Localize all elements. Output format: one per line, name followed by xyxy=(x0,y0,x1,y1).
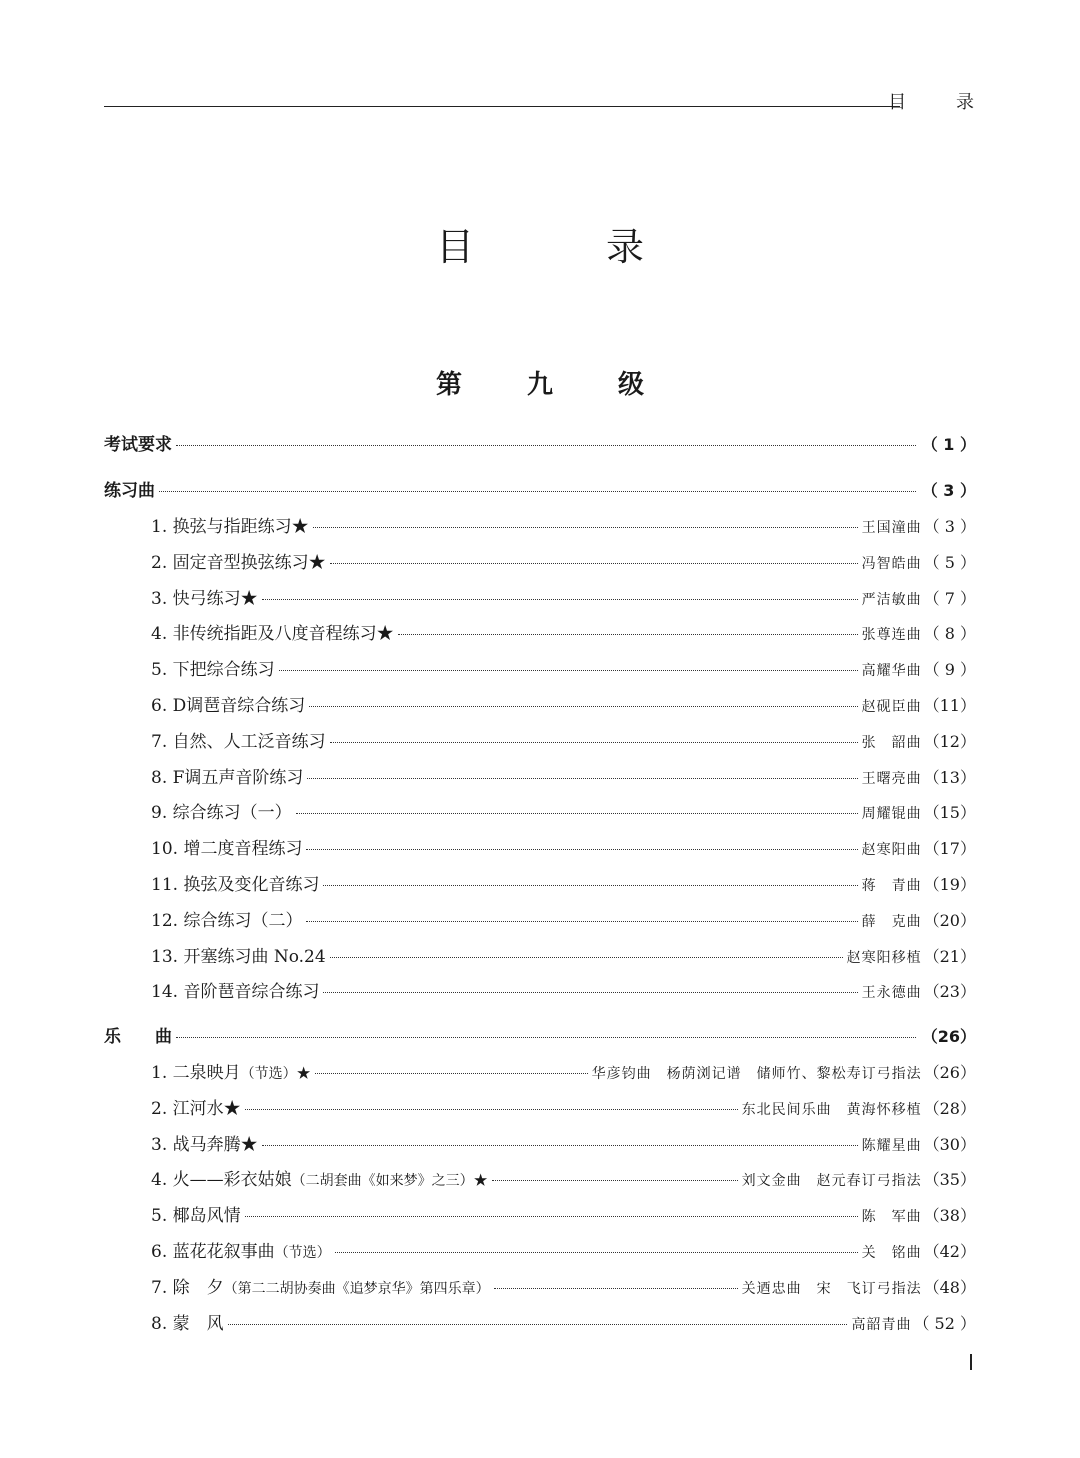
dot-leader xyxy=(176,444,916,446)
toc-item-credit: 王永德曲 xyxy=(861,985,922,1002)
toc-item-credit: 陈耀星曲 xyxy=(861,1137,922,1154)
toc-item-row xyxy=(104,548,976,578)
toc-item-subtitle: （节选）★ xyxy=(240,1066,311,1082)
toc-item-title-main: 14. 音阶琶音综合练习 xyxy=(151,982,320,1003)
toc-item-title-main: 11. 换弦及变化音练习 xyxy=(151,875,320,895)
toc-page-number: （23） xyxy=(923,982,976,1002)
dot-leader xyxy=(335,1251,858,1253)
toc-item-title-main: 5. 下把综合练习 xyxy=(151,660,275,681)
toc-item-title xyxy=(151,1130,258,1155)
toc-page-number: （21） xyxy=(923,946,976,966)
toc-item-title-main: 1. 换弦与指距练习★ xyxy=(151,517,309,537)
dot-leader xyxy=(296,812,858,814)
toc-item-credit: 陈 军曲 xyxy=(861,1209,922,1226)
toc-item-title-main: 2. 固定音型换弦练习★ xyxy=(151,552,326,573)
toc-item-row xyxy=(104,906,976,936)
toc-section-row xyxy=(104,1022,976,1052)
toc-item-title xyxy=(151,512,309,537)
toc-page-number: （ 3 ） xyxy=(923,517,976,536)
toc-item-credit: 周耀锟曲 xyxy=(861,806,922,823)
dot-leader xyxy=(228,1323,848,1325)
toc-item-title xyxy=(151,906,302,931)
dot-leader xyxy=(245,1108,738,1110)
toc-item-row xyxy=(104,655,976,685)
dot-leader xyxy=(309,705,857,707)
running-head xyxy=(104,86,996,113)
toc-page-number: （20） xyxy=(923,910,976,930)
dot-leader xyxy=(279,669,858,671)
toc-page-number: （ 52 ） xyxy=(913,1313,976,1333)
toc-item-title xyxy=(151,1058,311,1083)
toc-item-title xyxy=(151,1201,241,1226)
toc-item-title-main: 7. 除 夕 xyxy=(151,1277,224,1298)
toc-item-row xyxy=(104,584,976,614)
toc-page-number: （11） xyxy=(923,696,976,715)
toc-item-credit: 严洁敏曲 xyxy=(861,591,922,608)
toc-item-credit: 刘文金曲 赵元春订弓指法 xyxy=(741,1173,922,1190)
toc-item-title-main: 4. 非传统指距及八度音程练习★ xyxy=(151,624,394,645)
toc-item-title xyxy=(151,655,275,680)
toc-item-credit: 东北民间乐曲 黄海怀移植 xyxy=(741,1101,922,1118)
toc-page-number: （28） xyxy=(923,1098,976,1118)
dot-leader xyxy=(494,1287,738,1289)
dot-leader xyxy=(398,633,858,635)
toc-page-number: （38） xyxy=(923,1206,976,1226)
toc-item-credit: 关 铭曲 xyxy=(861,1245,922,1261)
toc-page-number: （ 9 ） xyxy=(923,660,976,680)
page-title: 目 录 xyxy=(435,225,705,269)
toc-item-title xyxy=(151,942,326,967)
toc-item-row xyxy=(104,798,976,828)
toc-item-title-main: 6. 蓝花花叙事曲 xyxy=(151,1242,275,1262)
toc-item-title-main: 8. 蒙 风 xyxy=(151,1313,224,1334)
dot-leader xyxy=(330,562,858,564)
toc-item-credit: 赵砚臣曲 xyxy=(861,699,922,715)
toc-item-title-main: 5. 椰岛风情 xyxy=(151,1206,241,1227)
toc-item-title-main: 8. F调五声音阶练习 xyxy=(151,767,304,788)
toc-item-title xyxy=(151,798,292,823)
toc-item-credit: 王曙亮曲 xyxy=(861,770,922,787)
toc-page-number: （30） xyxy=(923,1134,976,1154)
toc-item-title-main: 6. D调琶音综合练习 xyxy=(151,696,306,716)
dot-leader xyxy=(306,920,857,922)
toc-item-title xyxy=(151,1165,488,1190)
toc-item-row xyxy=(104,1094,976,1124)
toc-section-label: 乐 曲 xyxy=(104,1027,172,1047)
toc-item-row xyxy=(104,1201,976,1231)
dot-leader xyxy=(306,848,857,850)
dot-leader xyxy=(307,777,857,779)
toc-item-row xyxy=(104,1165,976,1195)
toc-page-number: （13） xyxy=(923,767,976,787)
toc-page-number: （17） xyxy=(923,839,976,859)
toc-item-title xyxy=(151,1094,241,1119)
toc-page-number: （ 5 ） xyxy=(923,552,976,572)
toc-item-credit: 赵寒阳移植 xyxy=(846,949,922,966)
toc-page-number: （42） xyxy=(923,1242,976,1261)
toc-item-row xyxy=(104,834,976,864)
toc-item-title xyxy=(151,870,319,895)
toc-item-title xyxy=(151,1237,331,1262)
dot-leader xyxy=(313,526,858,528)
toc-item-credit: 冯智皓曲 xyxy=(861,555,922,572)
toc-section-row xyxy=(104,476,976,506)
dot-leader xyxy=(330,741,858,743)
dot-leader xyxy=(323,991,857,993)
toc-item-credit: 赵寒阳曲 xyxy=(861,842,922,859)
toc-item-row xyxy=(104,1309,976,1339)
toc-page-number: （19） xyxy=(923,875,976,894)
toc-item-title-main: 12. 综合练习（二） xyxy=(151,910,303,931)
dot-leader xyxy=(159,490,916,492)
toc-item-row xyxy=(104,1058,976,1088)
toc-item-row xyxy=(104,1273,976,1303)
toc-item-title-main: 3. 快弓练习★ xyxy=(151,588,258,609)
toc-item-subtitle: （二胡套曲《如来梦》之三）★ xyxy=(291,1173,488,1190)
dot-leader xyxy=(262,598,858,600)
toc-page-number: （12） xyxy=(923,731,976,751)
toc-item-row xyxy=(104,619,976,649)
toc-page-number: （26） xyxy=(923,1063,976,1082)
toc-item-title xyxy=(151,548,326,573)
running-head-rule xyxy=(104,106,900,107)
toc-page-number: （ 7 ） xyxy=(923,588,976,608)
running-head-label: 目 录 xyxy=(888,92,996,113)
toc-item-row xyxy=(104,512,976,542)
toc-item-title-main: 10. 增二度音程练习 xyxy=(151,839,303,860)
dot-leader xyxy=(323,884,857,886)
toc-item-title-main: 3. 战马奔腾★ xyxy=(151,1134,258,1155)
toc-section-label: 练习曲 xyxy=(104,481,155,501)
toc-page-number: （ 3 ） xyxy=(921,481,976,500)
toc-item-title xyxy=(151,727,326,752)
toc-item-credit: 王国潼曲 xyxy=(861,520,922,536)
toc-item-row xyxy=(104,1237,976,1267)
toc-item-credit: 张尊连曲 xyxy=(861,627,922,644)
dot-leader xyxy=(262,1144,858,1146)
toc-section-row xyxy=(104,430,976,460)
toc-item-title xyxy=(151,763,303,788)
toc-item-subtitle: （节选） xyxy=(274,1245,331,1261)
toc-item-title xyxy=(151,619,394,644)
toc-item-title xyxy=(151,977,319,1002)
toc-page-number: （ 8 ） xyxy=(923,624,976,644)
toc-item-row xyxy=(104,1130,976,1160)
dot-leader xyxy=(176,1036,916,1038)
toc-item-title-main: 2. 江河水★ xyxy=(151,1098,241,1119)
toc-page-number: （15） xyxy=(923,803,976,823)
toc-page-number: （48） xyxy=(923,1277,976,1297)
toc-section-label: 考试要求 xyxy=(104,435,172,455)
toc-item-credit: 张 韶曲 xyxy=(861,734,922,751)
toc-page-number: （26） xyxy=(921,1027,976,1046)
toc-item-credit: 薛 克曲 xyxy=(861,913,922,930)
toc-item-title-main: 4. 火——彩衣姑娘 xyxy=(151,1170,292,1191)
page-folio xyxy=(970,1354,972,1370)
toc-item-title xyxy=(151,834,302,859)
toc-item-credit: 高韶青曲 xyxy=(851,1316,912,1333)
toc-item-row xyxy=(104,977,976,1007)
toc-item-subtitle: （第二二胡协奏曲《追梦京华》第四乐章） xyxy=(223,1280,490,1297)
toc-page-number: （35） xyxy=(923,1170,976,1190)
toc-item-row xyxy=(104,691,976,721)
toc-item-credit: 高耀华曲 xyxy=(861,663,922,680)
toc-page-number: （ 1 ） xyxy=(921,435,976,454)
dot-leader xyxy=(330,956,843,958)
dot-leader xyxy=(245,1215,858,1217)
toc-item-row xyxy=(104,727,976,757)
dot-leader xyxy=(492,1179,738,1181)
toc-item-credit: 关迺忠曲 宋 飞订弓指法 xyxy=(741,1280,922,1297)
toc-item-title xyxy=(151,691,305,716)
toc-item-title-main: 7. 自然、人工泛音练习 xyxy=(151,731,326,752)
toc-item-title xyxy=(151,584,258,609)
toc-item-title xyxy=(151,1309,224,1334)
toc-item-row xyxy=(104,763,976,793)
toc-item-title-main: 9. 综合练习（一） xyxy=(151,803,292,824)
toc-item-title-main: 1. 二泉映月 xyxy=(151,1063,241,1083)
toc-item-title xyxy=(151,1273,490,1298)
toc-item-row xyxy=(104,870,976,900)
level-title: 第 九 级 xyxy=(435,370,673,400)
toc-item-row xyxy=(104,942,976,972)
toc-item-credit: 华彦钧曲 杨荫浏记谱 储师竹、黎松寿订弓指法 xyxy=(591,1066,922,1082)
toc-item-title-main: 13. 开塞练习曲 No.24 xyxy=(151,946,326,967)
dot-leader xyxy=(315,1072,588,1074)
toc-item-credit: 蒋 青曲 xyxy=(861,878,922,894)
